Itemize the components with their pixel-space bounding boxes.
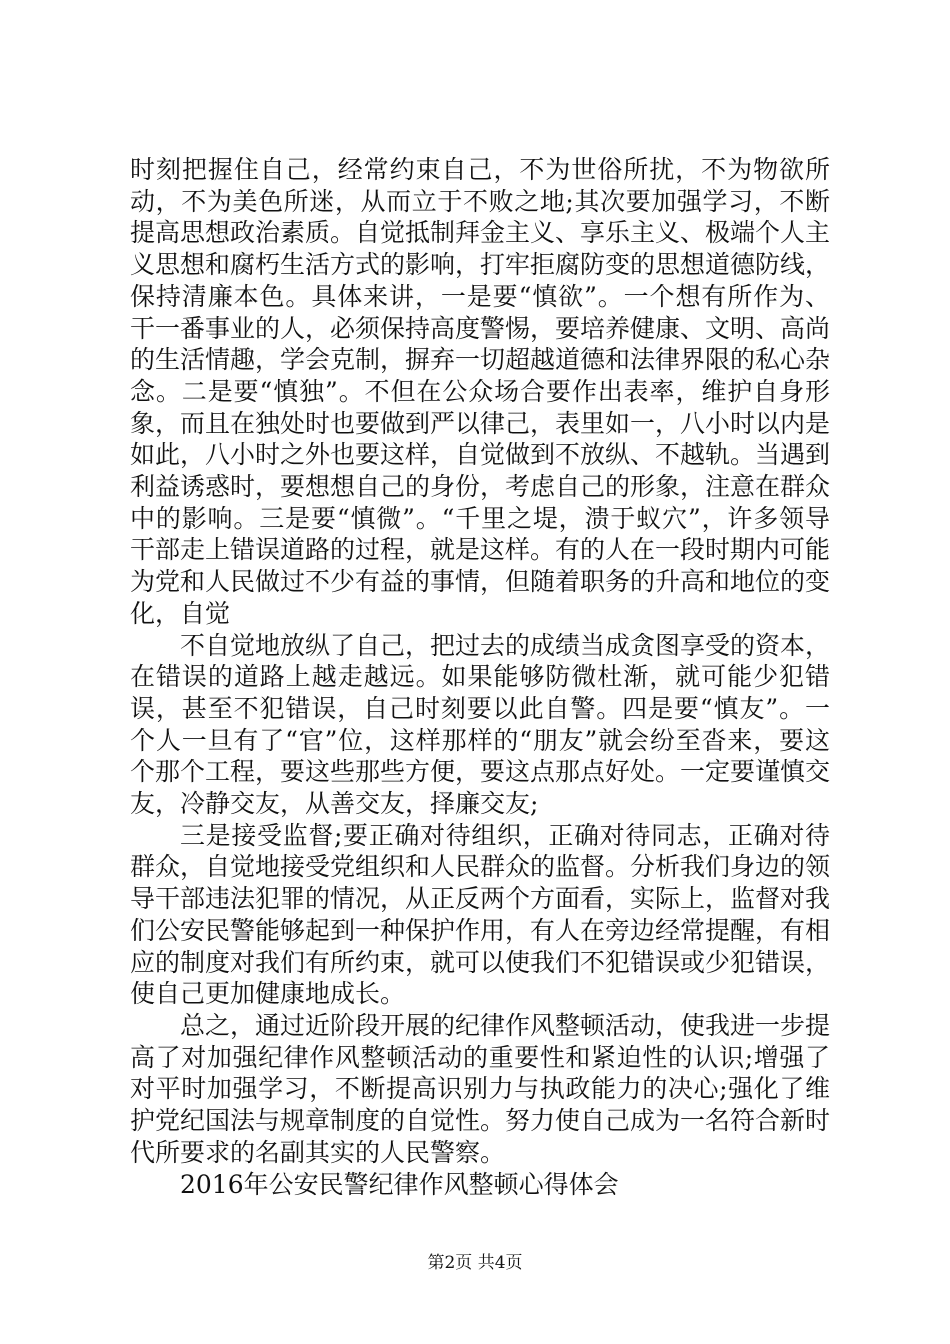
paragraph-conclusion: 总之，通过近阶段开展的纪律作风整顿活动，使我进一步提高了对加强纪律作风整顿活动的重要性和紧迫性的认识;增强了对平时加强学习，不断提高识别力与执政能力的决心;强化了维护党纪国法与规章制度的自觉性。努力使自己成为一名符合新时代所要求的名副其实的人民警察。 <box>130 1010 831 1167</box>
document-body <box>130 154 830 1200</box>
paragraph-continuation: 时刻把握住自己，经常约束自己，不为世俗所扰，不为物欲所动，不为美色所迷，从而立于不败之地;其次要加强学习，不断提高思想政治素质。自觉抵制拜金主义、享乐主义、极端个人主义思想和腐朽生活方式的影响，打牢拒腐防变的思想道德防线，保持清廉本色。具体来讲，一是要“慎欲”。一个想有所作为、干一番事业的人，必须保持高度警惕，要培养健康、文明、高尚的生活情趣，学会克制，摒弃一切超越道德和法律界限的私心杂念。二是要“慎独”。不但在公众场合要作出表率，维护自身形象，而且在独处时也要做到严以律己，表里如一，八小时以内是如此，八小时之外也要这样，自觉做到不放纵、不越轨。当遇到利益诱惑时，要想想自己的身份，考虑自己的形象，注意在群众中的影响。三是要“慎微”。“千里之堤，溃于蚁穴”，许多领导干部走上错误道路的过程，就是这样。有的人在一段时期内可能为党和人民做过不少有益的事情，但随着职务的升高和地位的变化，自觉 <box>130 155 831 628</box>
next-article-title: 2016年公安民警纪律作风整顿心得体会 <box>180 1169 619 1199</box>
paragraph-supervision: 三是接受监督;要正确对待组织，正确对待同志，正确对待群众，自觉地接受党组织和人民群众的监督。分析我们身边的领导干部违法犯罪的情况，从正反两个方面看，实际上，监督对我们公安民警能够起到一种保护作用，有人在旁边经常提醒，有相应的制度对我们有所约束，就可以使我们不犯错误或少犯错误，使自己更加健康地成长。 <box>130 820 831 1009</box>
page-number-footer: 第2页 共4页 <box>427 1253 523 1273</box>
paragraph-self-discipline: 不自觉地放纵了自己，把过去的成绩当成贪图享受的资本，在错误的道路上越走越远。如果能够防微杜渐，就可能少犯错误，甚至不犯错误，自己时刻要以此自警。四是要“慎友”。一个人一旦有了“官”位，这样那样的“朋友”就会纷至沓来，要这个那个工程，要这些那些方便，要这点那点好处。一定要谨慎交友，冷静交友，从善交友，择廉交友; <box>130 630 831 819</box>
